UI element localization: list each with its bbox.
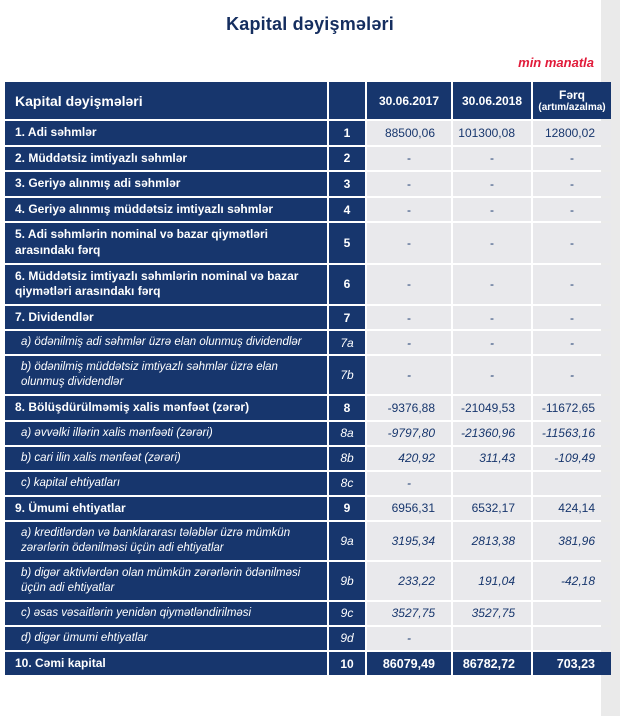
value-2018: -	[453, 306, 531, 330]
value-2018: 3527,75	[453, 602, 531, 625]
value-diff	[533, 602, 611, 625]
value-2018: 311,43	[453, 447, 531, 470]
table-row	[5, 627, 611, 650]
value-2018: -	[453, 198, 531, 222]
value-diff: -	[533, 306, 611, 330]
value-diff: -	[533, 147, 611, 171]
row-label: 1. Adi səhmlər	[5, 121, 327, 145]
table-row	[5, 356, 611, 394]
value-diff: -	[533, 265, 611, 304]
row-num: 2	[329, 147, 365, 171]
row-num: 9b	[329, 562, 365, 600]
value-2018: -	[453, 223, 531, 262]
value-diff: 12800,02	[533, 121, 611, 145]
row-label: 9. Ümumi ehtiyatlar	[5, 497, 327, 521]
row-label: d) digər ümumi ehtiyatlar	[5, 627, 327, 650]
value-2018: 2813,38	[453, 522, 531, 560]
row-num: 4	[329, 198, 365, 222]
value-diff: -42,18	[533, 562, 611, 600]
row-num: 3	[329, 172, 365, 196]
value-2017: -	[367, 356, 451, 394]
row-label: b) cari ilin xalis mənfəət (zərəri)	[5, 447, 327, 470]
value-2018: -	[453, 356, 531, 394]
value-2017: -	[367, 265, 451, 304]
value-2017: -	[367, 198, 451, 222]
row-label: 6. Müddətsiz imtiyazlı səhmlərin nominal və bazar qiymətləri arasındakı fərq	[5, 265, 327, 304]
row-num: 8	[329, 396, 365, 420]
value-2017: 420,92	[367, 447, 451, 470]
value-2017: -	[367, 172, 451, 196]
value-diff: -	[533, 172, 611, 196]
table-row	[5, 147, 611, 171]
row-label: 8. Bölüşdürülməmiş xalis mənfəət (zərər)	[5, 396, 327, 420]
table-row	[5, 396, 611, 420]
row-num: 6	[329, 265, 365, 304]
row-num: 8b	[329, 447, 365, 470]
value-2018: 191,04	[453, 562, 531, 600]
row-num: 8c	[329, 472, 365, 495]
table-row	[5, 306, 611, 330]
value-diff: -11672,65	[533, 396, 611, 420]
value-2018: -	[453, 331, 531, 354]
value-2017: -9376,88	[367, 396, 451, 420]
row-num: 7a	[329, 331, 365, 354]
value-2018	[453, 472, 531, 495]
header-col-2018: 30.06.2018	[453, 82, 531, 119]
header-col-diff	[533, 82, 611, 119]
row-label: a) kreditlərdən və banklararası tələblər üzrə mümkün zərərlərin ödənilməsi üçün adi ehtiyatlar	[5, 522, 327, 560]
value-2017: -	[367, 627, 451, 650]
row-label: a) əvvəlki illərin xalis mənfəəti (zərəri)	[5, 422, 327, 445]
value-2018: 101300,08	[453, 121, 531, 145]
value-2018: -	[453, 172, 531, 196]
header-col-2017: 30.06.2017	[367, 82, 451, 119]
value-2017: -	[367, 147, 451, 171]
table-row	[5, 652, 611, 676]
table-row	[5, 121, 611, 145]
row-label: 5. Adi səhmlərin nominal və bazar qiymətləri arasındakı fərq	[5, 223, 327, 262]
row-label: 2. Müddətsiz imtiyazlı səhmlər	[5, 147, 327, 171]
value-2017: -	[367, 472, 451, 495]
value-diff: 703,23	[533, 652, 611, 676]
value-diff	[533, 627, 611, 650]
row-num: 7b	[329, 356, 365, 394]
row-label: c) kapital ehtiyatları	[5, 472, 327, 495]
capital-changes-table	[3, 80, 613, 677]
row-label: 3. Geriyə alınmış adi səhmlər	[5, 172, 327, 196]
table-row	[5, 522, 611, 560]
page-title: Kapital dəyişmələri	[226, 14, 394, 34]
table-header	[5, 82, 611, 119]
value-2017: 233,22	[367, 562, 451, 600]
value-2017: 6956,31	[367, 497, 451, 521]
table-row	[5, 447, 611, 470]
table-row	[5, 172, 611, 196]
header-col-diff-line2: (artım/azalma)	[538, 102, 606, 113]
row-num: 8a	[329, 422, 365, 445]
row-label: a) ödənilmiş adi səhmlər üzrə elan olunmuş dividendlər	[5, 331, 327, 354]
row-num: 9d	[329, 627, 365, 650]
row-label: b) ödənilmiş müddətsiz imtiyazlı səhmlər üzrə elan olunmuş dividendlər	[5, 356, 327, 394]
value-2017: -	[367, 331, 451, 354]
table-row	[5, 223, 611, 262]
row-num: 7	[329, 306, 365, 330]
table-row	[5, 331, 611, 354]
row-label: 7. Dividendlər	[5, 306, 327, 330]
value-diff: -	[533, 198, 611, 222]
row-num: 5	[329, 223, 365, 262]
row-num: 1	[329, 121, 365, 145]
table-row	[5, 562, 611, 600]
table-row	[5, 472, 611, 495]
value-2017: 86079,49	[367, 652, 451, 676]
unit-note: min manatla	[518, 55, 594, 70]
header-label: Kapital dəyişmələri	[5, 82, 327, 119]
header-num	[329, 82, 365, 119]
value-diff: -109,49	[533, 447, 611, 470]
value-2017: 88500,06	[367, 121, 451, 145]
row-num: 9c	[329, 602, 365, 625]
header-col-diff-line1: Fərq	[558, 88, 585, 102]
value-2018: 86782,72	[453, 652, 531, 676]
value-diff: -	[533, 356, 611, 394]
value-2017: -	[367, 223, 451, 262]
value-2018: -21049,53	[453, 396, 531, 420]
row-num: 9	[329, 497, 365, 521]
row-num: 9a	[329, 522, 365, 560]
value-diff: 381,96	[533, 522, 611, 560]
value-diff: -	[533, 331, 611, 354]
header-row	[5, 82, 611, 119]
table-row	[5, 265, 611, 304]
row-label: b) digər aktivlərdən olan mümkün zərərlərin ödənilməsi üçün adi ehtiyatlar	[5, 562, 327, 600]
row-label: 4. Geriyə alınmış müddətsiz imtiyazlı səhmlər	[5, 198, 327, 222]
table-row	[5, 497, 611, 521]
table-row	[5, 422, 611, 445]
value-2018: -21360,96	[453, 422, 531, 445]
value-diff: -11563,16	[533, 422, 611, 445]
value-diff: 424,14	[533, 497, 611, 521]
table-row	[5, 602, 611, 625]
value-diff	[533, 472, 611, 495]
row-label: c) əsas vəsaitlərin yenidən qiymətləndirilməsi	[5, 602, 327, 625]
table-row	[5, 198, 611, 222]
value-diff: -	[533, 223, 611, 262]
value-2017: 3527,75	[367, 602, 451, 625]
value-2018: -	[453, 265, 531, 304]
value-2018: 6532,17	[453, 497, 531, 521]
table-body	[5, 121, 611, 675]
value-2018	[453, 627, 531, 650]
value-2017: 3195,34	[367, 522, 451, 560]
value-2017: -	[367, 306, 451, 330]
value-2017: -9797,80	[367, 422, 451, 445]
value-2018: -	[453, 147, 531, 171]
row-label: 10. Cəmi kapital	[5, 652, 327, 676]
row-num: 10	[329, 652, 365, 676]
